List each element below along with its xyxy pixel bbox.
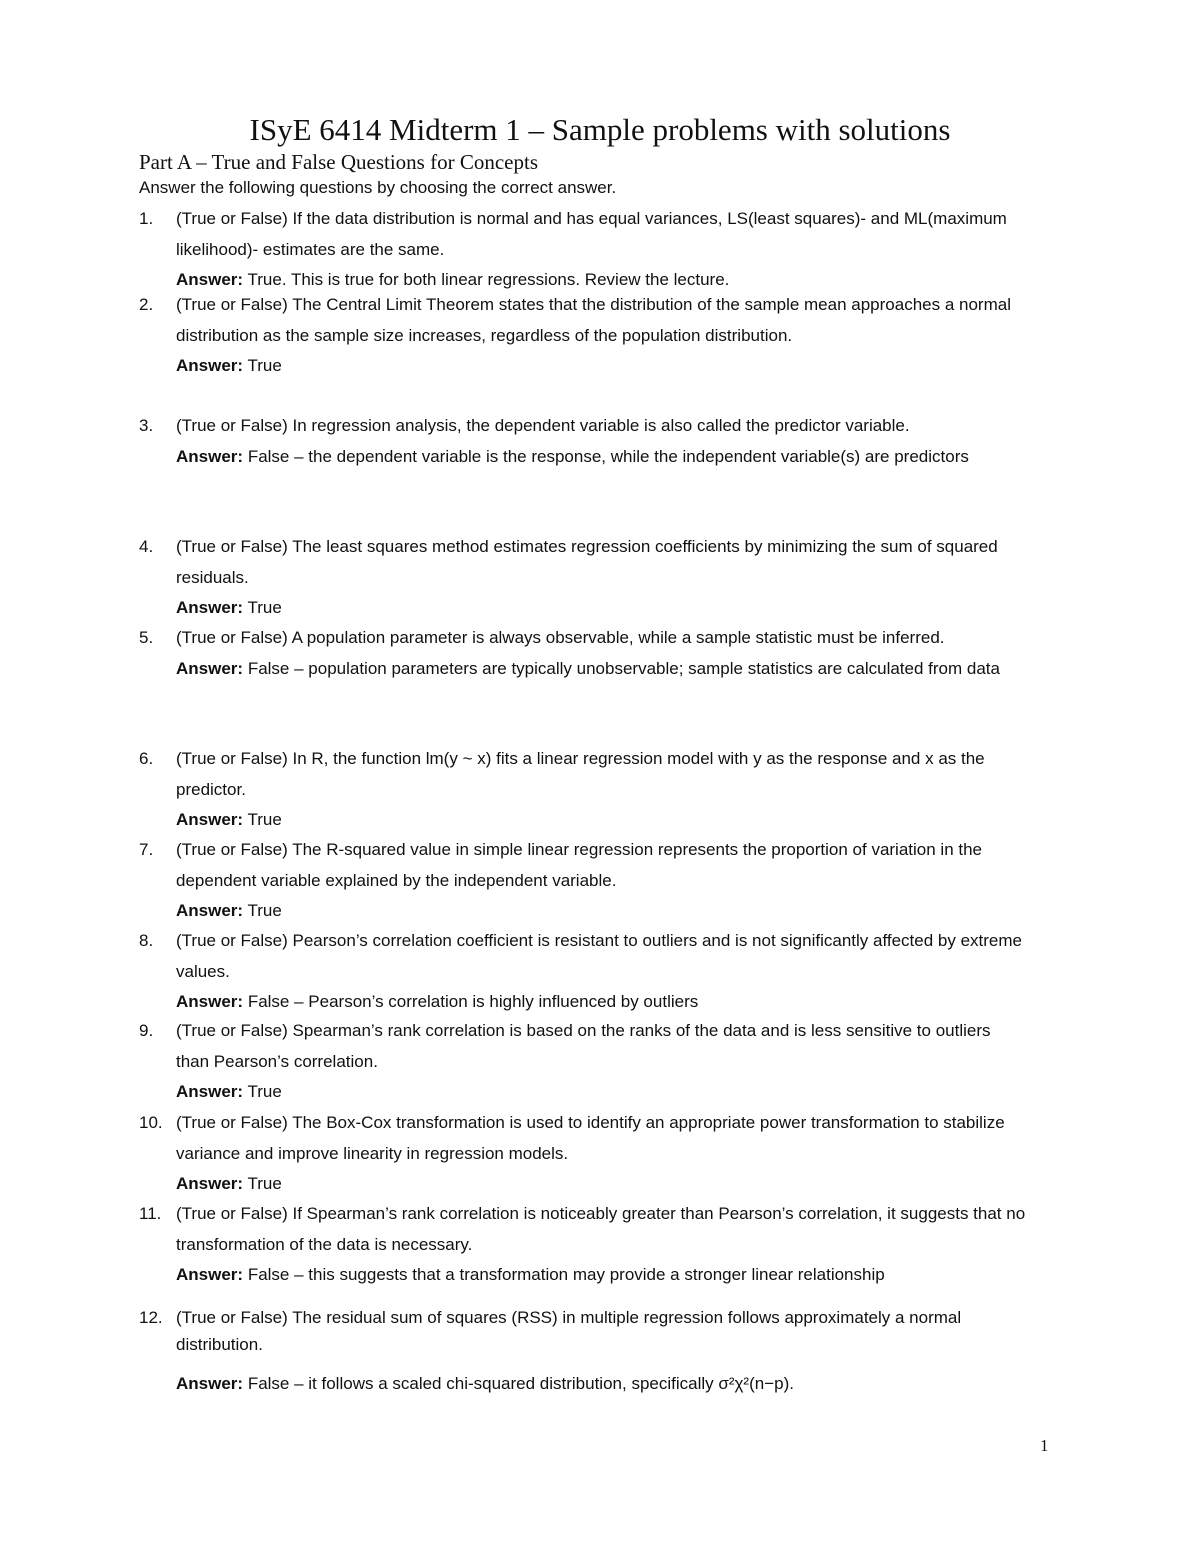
question-text: (True or False) The residual sum of squares (RSS) in multiple regression follows approximately a normal distribution. — [176, 1308, 962, 1354]
answer-text: False – Pearson’s correlation is highly influenced by outliers — [247, 992, 699, 1011]
answer-text: False – population parameters are typically unobservable; sample statistics are calculated from data — [247, 658, 1000, 678]
question-item — [139, 204, 1039, 296]
answer-line — [176, 805, 1039, 836]
question-number: 1. — [139, 209, 154, 228]
question-item — [139, 1108, 1039, 1200]
question-text: (True or False) The R-squared value in simple linear regression represents the proportion of variation in the dependent variable explained by the independent variable. — [176, 840, 983, 890]
answer-text: True — [247, 598, 282, 617]
answer-line — [176, 896, 1039, 927]
answer-label: Answer: — [176, 1374, 244, 1393]
answer-label: Answer: — [176, 356, 244, 375]
answer-label: Answer: — [176, 270, 244, 289]
answer-text: True. This is true for both linear regressions. Review the lecture. — [247, 270, 730, 289]
question-number: 10. — [139, 1113, 163, 1132]
answer-label: Answer: — [176, 992, 244, 1011]
question-item — [139, 1304, 1039, 1397]
question-number: 9. — [139, 1021, 154, 1040]
answer-text: True — [247, 356, 282, 375]
question-item — [139, 532, 1039, 624]
question-item — [139, 744, 1039, 836]
answer-line — [176, 987, 1039, 1018]
question-item — [139, 1199, 1039, 1291]
instructions: Answer the following questions by choosing the correct answer. — [139, 178, 617, 197]
answer-line — [176, 442, 1039, 473]
question-text: (True or False) The Box-Cox transformation is used to identify an appropriate power transformation to stabilize variance and improve linearity in regression models. — [176, 1113, 1005, 1163]
answer-label: Answer: — [176, 598, 244, 617]
question-item — [139, 290, 1039, 382]
question-number: 2. — [139, 295, 154, 314]
question-number: 7. — [139, 840, 154, 859]
question-text: (True or False) If the data distribution is normal and has equal variances, LS(least squares)- and ML(maximum likelihood)- estimates are the same. — [176, 209, 1007, 259]
question-number: 4. — [139, 537, 154, 556]
question-text: (True or False) The least squares method estimates regression coefficients by minimizing the sum of squared residuals. — [176, 537, 998, 587]
answer-label: Answer: — [176, 810, 244, 829]
question-text: (True or False) Pearson’s correlation coefficient is resistant to outliers and is not significantly affected by extreme values. — [176, 931, 1022, 981]
page-number: 1 — [1040, 1436, 1049, 1455]
answer-line — [176, 1169, 1039, 1200]
answer-text: True — [247, 1082, 282, 1101]
answer-text: False – it follows a scaled chi-squared distribution, specifically σ²χ²(n−p). — [247, 1374, 794, 1393]
question-number: 3. — [139, 416, 154, 435]
question-text: (True or False) If Spearman’s rank correlation is noticeably greater than Pearson’s correlation, it suggests that no transformation of the data is necessary. — [176, 1204, 1026, 1254]
question-item — [139, 1016, 1039, 1108]
question-item — [139, 411, 1039, 472]
answer-text: False – this suggests that a transformation may provide a stronger linear relationship — [247, 1265, 885, 1284]
document-title: ISyE 6414 Midterm 1 – Sample problems with solutions — [249, 112, 951, 147]
question-item — [139, 623, 1039, 684]
answer-line — [176, 1260, 1039, 1291]
question-item — [139, 926, 1039, 1018]
question-text: (True or False) In R, the function lm(y ~ x) fits a linear regression model with y as the response and x as the predictor. — [176, 749, 985, 799]
answer-label: Answer: — [176, 1082, 244, 1101]
answer-text: True — [247, 1174, 282, 1193]
answer-label: Answer: — [176, 658, 244, 678]
answer-text: False – the dependent variable is the response, while the independent variable(s) are predictors — [247, 446, 969, 466]
question-number: 11. — [139, 1204, 162, 1223]
answer-line — [176, 593, 1039, 624]
answer-label: Answer: — [176, 1265, 244, 1284]
answer-line — [176, 351, 1039, 382]
question-item — [139, 835, 1039, 927]
answer-label: Answer: — [176, 1174, 244, 1193]
answer-line — [176, 1370, 1039, 1397]
question-text: (True or False) Spearman’s rank correlation is based on the ranks of the data and is less sensitive to outliers than Pearson’s correlation. — [176, 1021, 991, 1071]
question-number: 8. — [139, 931, 154, 950]
section-heading: Part A – True and False Questions for Concepts — [139, 150, 538, 174]
answer-line — [176, 654, 1039, 685]
question-text: (True or False) In regression analysis, the dependent variable is also called the predictor variable. — [176, 416, 910, 435]
question-number: 5. — [139, 628, 154, 647]
answer-label: Answer: — [176, 446, 244, 466]
question-text: (True or False) The Central Limit Theorem states that the distribution of the sample mean approaches a normal distribution as the sample size increases, regardless of the population distribution. — [176, 295, 1011, 345]
question-number: 6. — [139, 749, 154, 768]
answer-text: True — [247, 901, 282, 920]
question-text: (True or False) A population parameter is always observable, while a sample statistic must be inferred. — [176, 628, 945, 647]
question-number: 12. — [139, 1308, 163, 1327]
answer-text: True — [247, 810, 282, 829]
answer-line — [176, 1077, 1039, 1108]
answer-label: Answer: — [176, 901, 244, 920]
